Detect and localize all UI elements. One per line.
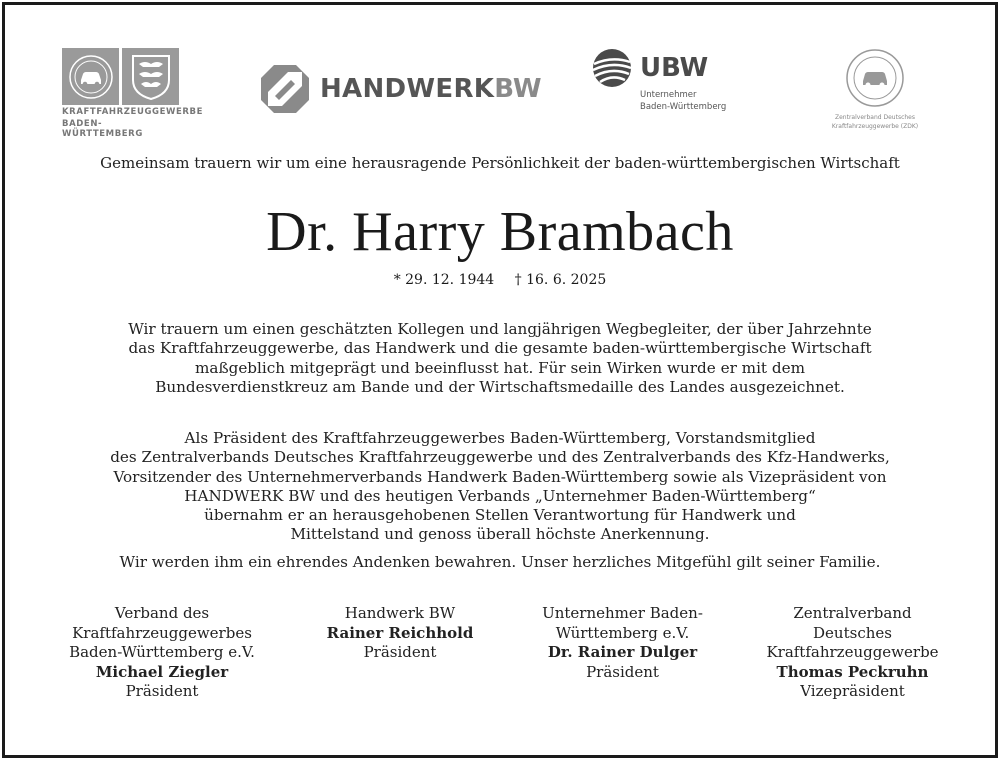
signature-org-line: Verband des xyxy=(114,604,210,622)
condolence-line: Wir werden ihm ein ehrendes Andenken bewahren. Unser herzliches Mitgefühl gilt seiner Familie. xyxy=(119,553,881,571)
handwerk-word: HANDWERK xyxy=(320,74,495,104)
life-dates xyxy=(0,272,1000,288)
signature-block-ubw xyxy=(515,604,730,682)
signature-org-line: Deutsches xyxy=(813,623,892,642)
signature-org-line: Kraftfahrzeuggewerbe xyxy=(766,643,939,661)
handwerk-bw-suffix: BW xyxy=(494,74,542,104)
signature-block-handwerk-bw xyxy=(300,604,500,663)
handwerk-bw-logo xyxy=(258,62,548,116)
signature-org-line: Württemberg e.V. xyxy=(555,623,690,642)
ubw-globe-icon xyxy=(592,48,632,88)
paragraph-line: Als Präsident des Kraftfahrzeuggewerbes Baden-Württemberg, Vorstandsmitglied xyxy=(184,429,816,447)
signature-name: Rainer Reichhold xyxy=(326,623,474,642)
zdk-subtext-1: Zentralverband Deutsches xyxy=(835,114,915,121)
ubw-subtext-2: Baden-Württemberg xyxy=(640,102,727,112)
paragraph-line: Wir trauern um einen geschätzten Kollegen und langjährigen Wegbegleiter, der über Jahrzehnte xyxy=(128,320,872,338)
signature-org-line: Kraftfahrzeuggewerbes xyxy=(72,623,252,642)
zdk-badge-icon xyxy=(845,48,905,108)
signature-name: Dr. Rainer Dulger xyxy=(547,643,698,661)
paragraph-line: des Zentralverbands Deutsches Kraftfahrzeuggewerbe und des Zentralverbands des Kfz-Handwerks, xyxy=(110,448,890,467)
signature-role: Präsident xyxy=(586,662,659,681)
kfz-bw-logo-text-2: BADEN-WÜRTTEMBERG xyxy=(62,119,143,139)
paragraph-line: HANDWERK BW und des heutigen Verbands „Unternehmer Baden-Württemberg“ xyxy=(184,486,816,505)
signature-org-line: Zentralverband xyxy=(793,604,912,622)
zdk-logo xyxy=(830,48,920,128)
signature-role: Vizepräsident xyxy=(800,682,905,700)
signature-name: Thomas Peckruhn xyxy=(776,662,929,681)
bw-lions-crest-icon xyxy=(122,48,179,105)
paragraph-line: Vorsitzender des Unternehmerverbands Handwerk Baden-Württemberg sowie als Vizepräsident von xyxy=(113,467,887,486)
ubw-subtext-1: Unternehmer xyxy=(640,90,697,100)
signature-block-zdk xyxy=(740,604,965,702)
death-date: † 16. 6. 2025 xyxy=(514,272,607,288)
tribute-paragraph-1 xyxy=(0,320,1000,397)
zdk-subtext-2: Kraftfahrzeuggewerbe (ZDK) xyxy=(831,123,919,130)
paragraph-line: maßgeblich mitgeprägt und beeinflusst hat. Für sein Wirken wurde er mit dem xyxy=(195,358,805,377)
ubw-logo xyxy=(592,48,742,123)
signature-org-line: Unternehmer Baden- xyxy=(542,604,703,622)
paragraph-line: Mittelstand und genoss überall höchste Anerkennung. xyxy=(290,525,710,544)
signature-role: Präsident xyxy=(125,682,199,700)
paragraph-line: Bundesverdienstkreuz am Bande und der Wirtschaftsmedaille des Landes ausgezeichnet. xyxy=(155,377,845,396)
deceased-name: Dr. Harry Brambach xyxy=(266,201,734,263)
paragraph-line: übernahm er an herausgehobenen Stellen Verantwortung für Handwerk und xyxy=(204,506,796,525)
handwerk-hexagon-icon xyxy=(258,62,312,116)
signature-org-line: Baden-Württemberg e.V. xyxy=(69,643,255,661)
ubw-wordmark: UBW xyxy=(640,53,709,83)
kfz-bw-logo xyxy=(62,48,204,139)
logo-bar xyxy=(0,0,1000,140)
signature-block-kfz-bw xyxy=(52,604,272,702)
kfz-badge-icon xyxy=(62,48,119,105)
tribute-paragraph-2 xyxy=(0,429,1000,545)
intro-line: Gemeinsam trauern wir um eine herausragende Persönlichkeit der baden-württembergischen Wirtschaft xyxy=(100,154,900,172)
signature-role: Präsident xyxy=(363,643,437,661)
signature-name: Michael Ziegler xyxy=(95,662,229,681)
signature-org-line: Handwerk BW xyxy=(344,604,456,622)
kfz-bw-logo-text-1: KRAFTFAHRZEUGGEWERBE xyxy=(62,107,204,117)
paragraph-line: das Kraftfahrzeuggewerbe, das Handwerk und die gesamte baden-württembergische Wirtschaft xyxy=(128,339,872,358)
birth-date: * 29. 12. 1944 xyxy=(393,272,495,288)
